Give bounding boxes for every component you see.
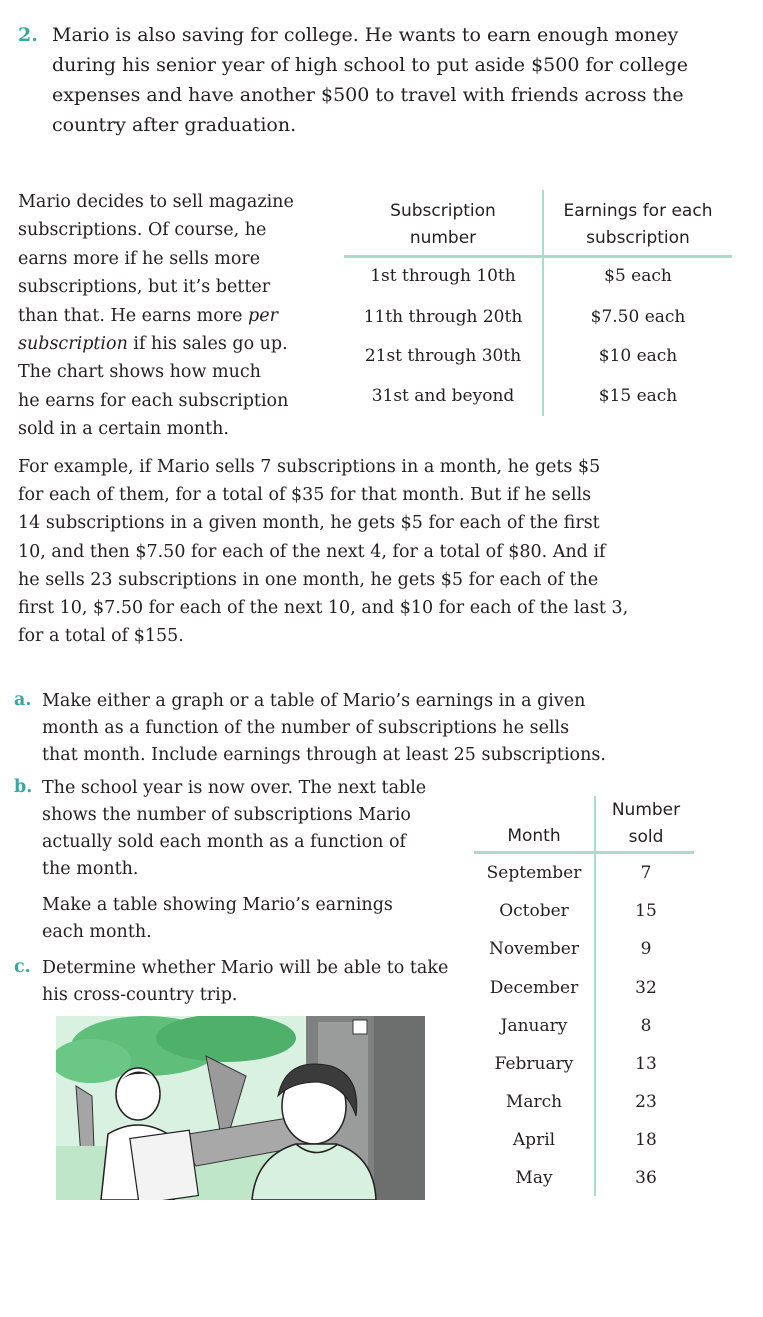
header-text: Earnings for each xyxy=(563,201,713,221)
intro-text: if his sales go up. xyxy=(127,334,288,355)
intro-line: subscriptions. Of course, he xyxy=(18,220,267,241)
example-line: he sells 23 subscriptions in one month, he gets $5 for each of the xyxy=(18,569,599,590)
table-cell-month: November xyxy=(489,939,579,959)
intro-paragraph xyxy=(18,188,318,444)
monthly-sales-table xyxy=(474,796,696,1198)
part-a-line: that month. Include earnings through at least 25 subscriptions. xyxy=(42,745,606,765)
table-cell-month: September xyxy=(486,863,582,883)
part-b-instruction xyxy=(42,892,462,946)
intro-line: subscriptions, but it’s better xyxy=(18,277,271,298)
header-text: Subscription xyxy=(390,201,496,221)
intro-line xyxy=(18,330,318,358)
table-cell-sold: 8 xyxy=(640,1016,652,1036)
header-text: subscription xyxy=(586,228,690,248)
part-a-text xyxy=(42,688,642,769)
intro-italic: subscription xyxy=(18,334,128,355)
table-cell-month: January xyxy=(500,1016,568,1036)
table-cell-sold: 18 xyxy=(635,1130,657,1150)
example-line: For example, if Mario sells 7 subscriptions in a month, he gets $5 xyxy=(18,457,601,477)
header-number-sold xyxy=(596,797,696,851)
table-cell-sold: 32 xyxy=(635,978,657,998)
part-b-text xyxy=(42,775,462,883)
table-cell-sold: 9 xyxy=(640,939,652,959)
table-cell-earnings: $10 each xyxy=(598,346,678,366)
table-cell-month: December xyxy=(489,978,579,998)
part-a-letter: a. xyxy=(14,690,32,710)
header-text: Number xyxy=(611,800,681,820)
header-rule xyxy=(344,255,732,258)
part-c-text xyxy=(42,955,462,1009)
table-cell-sold: 23 xyxy=(635,1092,657,1112)
example-line: for a total of $155. xyxy=(18,626,184,647)
header-rule xyxy=(474,851,694,854)
header-text: number xyxy=(409,228,477,248)
part-b-line: each month. xyxy=(42,922,152,942)
problem-number: 2. xyxy=(18,24,38,46)
part-b-line: actually sold each month as a function of xyxy=(42,832,406,852)
table-cell-earnings: $7.50 each xyxy=(590,307,686,327)
example-line: first 10, $7.50 for each of the next 10, and $10 for each of the last 3, xyxy=(18,598,629,619)
part-c-letter: c. xyxy=(14,957,31,977)
table-cell-range: 21st through 30th xyxy=(364,346,522,366)
intro-italic: per xyxy=(248,305,278,326)
intro-text: than that. He earns more xyxy=(18,305,249,326)
table-cell-sold: 15 xyxy=(635,901,657,921)
problem-line: expenses and have another $500 to travel with friends across the xyxy=(52,84,684,106)
example-paragraph xyxy=(18,453,658,650)
table-cell-sold: 7 xyxy=(640,863,652,883)
table-cell-month: May xyxy=(515,1168,553,1188)
table-cell-month: February xyxy=(494,1054,574,1074)
part-c-line: his cross-country trip. xyxy=(42,985,238,1005)
table-cell-sold: 36 xyxy=(635,1168,657,1188)
table-cell-month: April xyxy=(512,1130,556,1150)
header-earnings xyxy=(544,198,732,252)
part-b-line: Make a table showing Mario’s earnings xyxy=(42,895,393,915)
intro-line xyxy=(18,302,318,330)
table-cell-earnings: $15 each xyxy=(598,386,678,406)
header-subscription-number xyxy=(344,198,542,252)
table-cell-month: March xyxy=(505,1092,563,1112)
problem-line: country after graduation. xyxy=(52,114,297,136)
part-a-line: month as a function of the number of subscriptions he sells xyxy=(42,718,570,738)
table-cell-range: 31st and beyond xyxy=(371,386,515,406)
table-cell-range: 11th through 20th xyxy=(363,307,523,327)
header-month: Month xyxy=(507,826,561,846)
part-b-line: the month. xyxy=(42,859,139,879)
header-text: sold xyxy=(628,827,664,847)
part-c-line: Determine whether Mario will be able to take xyxy=(42,958,449,978)
table-cell-range: 1st through 10th xyxy=(370,266,516,286)
part-a-line: Make either a graph or a table of Mario’s earnings in a given xyxy=(42,691,586,711)
part-b-line: The school year is now over. The next table xyxy=(42,778,427,798)
intro-line: Mario decides to sell magazine xyxy=(18,192,294,212)
table-cell-month: October xyxy=(499,901,569,921)
table-cell-earnings: $5 each xyxy=(604,266,672,286)
illustration-drawing xyxy=(56,1016,425,1200)
subscription-earnings-table xyxy=(344,190,732,416)
intro-line: he earns for each subscription xyxy=(18,390,289,411)
intro-line: sold in a certain month. xyxy=(18,419,229,440)
problem-line: during his senior year of high school to put aside $500 for college xyxy=(52,54,688,76)
part-b-letter: b. xyxy=(14,777,33,797)
intro-line: The chart shows how much xyxy=(18,362,261,383)
example-line: 10, and then $7.50 for each of the next 4, for a total of $80. And if xyxy=(18,541,606,562)
example-line: for each of them, for a total of $35 for that month. But if he sells xyxy=(18,485,592,506)
intro-line: earns more if he sells more xyxy=(18,248,261,269)
part-b-line: shows the number of subscriptions Mario xyxy=(42,805,411,825)
example-line: 14 subscriptions in a given month, he gets $5 for each of the first xyxy=(18,513,600,534)
illustration-mario-and-customer xyxy=(56,1016,425,1200)
table-cell-sold: 13 xyxy=(635,1054,657,1074)
problem-line: Mario is also saving for college. He wants to earn enough money xyxy=(52,24,679,46)
